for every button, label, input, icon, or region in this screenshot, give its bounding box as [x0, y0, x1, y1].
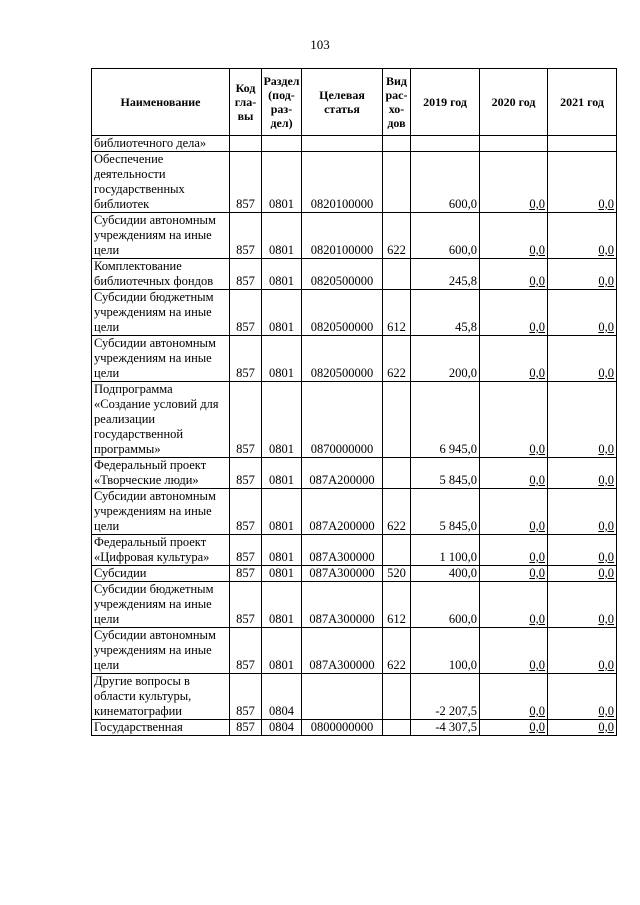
- cell-expense-type: [383, 535, 411, 566]
- cell-target-article: 0800000000: [302, 720, 383, 736]
- cell-name: Подпрограмма «Создание условий для реализации государственной программы»: [92, 382, 230, 458]
- cell-chapter-code: 857: [230, 535, 262, 566]
- cell-2021: 0,0: [548, 336, 617, 382]
- cell-section: 0801: [262, 489, 302, 535]
- cell-2019: [411, 136, 480, 152]
- cell-2021: 0,0: [548, 489, 617, 535]
- cell-chapter-code: 857: [230, 674, 262, 720]
- cell-2019: 6 945,0: [411, 382, 480, 458]
- cell-chapter-code: 857: [230, 290, 262, 336]
- cell-2021: 0,0: [548, 566, 617, 582]
- cell-target-article: 0820100000: [302, 152, 383, 213]
- cell-section: 0801: [262, 458, 302, 489]
- cell-2021: 0,0: [548, 458, 617, 489]
- cell-chapter-code: 857: [230, 213, 262, 259]
- cell-2020: 0,0: [480, 720, 548, 736]
- table-body: [92, 136, 617, 736]
- cell-expense-type: [383, 720, 411, 736]
- cell-target-article: 087A300000: [302, 535, 383, 566]
- cell-2021: 0,0: [548, 382, 617, 458]
- cell-target-article: 0820500000: [302, 259, 383, 290]
- cell-chapter-code: 857: [230, 382, 262, 458]
- cell-2019: 1 100,0: [411, 535, 480, 566]
- cell-expense-type: 622: [383, 213, 411, 259]
- cell-2019: -2 207,5: [411, 674, 480, 720]
- cell-section: 0801: [262, 213, 302, 259]
- cell-2019: 100,0: [411, 628, 480, 674]
- cell-expense-type: 520: [383, 566, 411, 582]
- cell-2020: 0,0: [480, 628, 548, 674]
- cell-target-article: 087A300000: [302, 566, 383, 582]
- cell-2020: 0,0: [480, 489, 548, 535]
- table-row: [92, 136, 617, 152]
- cell-2019: 600,0: [411, 582, 480, 628]
- cell-2019: 600,0: [411, 152, 480, 213]
- table-row: [92, 720, 617, 736]
- cell-target-article: 087A200000: [302, 458, 383, 489]
- cell-target-article: [302, 674, 383, 720]
- cell-chapter-code: 857: [230, 582, 262, 628]
- cell-name: Обеспечение деятельности государственных библиотек: [92, 152, 230, 213]
- header-target-article: Целевая статья: [302, 69, 383, 136]
- table-row: [92, 582, 617, 628]
- table-row: [92, 458, 617, 489]
- cell-chapter-code: [230, 136, 262, 152]
- header-name: Наименование: [92, 69, 230, 136]
- cell-2019: 200,0: [411, 336, 480, 382]
- cell-2021: 0,0: [548, 535, 617, 566]
- cell-chapter-code: 857: [230, 720, 262, 736]
- header-2019: 2019 год: [411, 69, 480, 136]
- cell-chapter-code: 857: [230, 489, 262, 535]
- cell-name: Федеральный проект «Творческие люди»: [92, 458, 230, 489]
- cell-2021: 0,0: [548, 582, 617, 628]
- cell-section: [262, 136, 302, 152]
- cell-expense-type: 622: [383, 489, 411, 535]
- cell-section: 0801: [262, 152, 302, 213]
- table-row: [92, 382, 617, 458]
- cell-expense-type: [383, 259, 411, 290]
- cell-name: Другие вопросы в области культуры, кинематографии: [92, 674, 230, 720]
- cell-name: Субсидии бюджетным учреждениям на иные цели: [92, 290, 230, 336]
- table-row: [92, 152, 617, 213]
- cell-2021: 0,0: [548, 290, 617, 336]
- cell-2020: 0,0: [480, 290, 548, 336]
- cell-2019: 245,8: [411, 259, 480, 290]
- cell-chapter-code: 857: [230, 458, 262, 489]
- cell-target-article: 0820100000: [302, 213, 383, 259]
- cell-2020: 0,0: [480, 152, 548, 213]
- cell-2021: 0,0: [548, 213, 617, 259]
- cell-2021: [548, 136, 617, 152]
- cell-section: 0801: [262, 336, 302, 382]
- cell-2021: 0,0: [548, 259, 617, 290]
- cell-chapter-code: 857: [230, 259, 262, 290]
- table-row: [92, 489, 617, 535]
- cell-name: Субсидии: [92, 566, 230, 582]
- cell-section: 0801: [262, 290, 302, 336]
- cell-expense-type: [383, 382, 411, 458]
- page-number: 103: [310, 37, 330, 52]
- cell-2020: 0,0: [480, 213, 548, 259]
- cell-section: 0801: [262, 535, 302, 566]
- cell-2020: 0,0: [480, 535, 548, 566]
- cell-name: Комплектование библиотечных фондов: [92, 259, 230, 290]
- cell-expense-type: [383, 674, 411, 720]
- cell-target-article: 087A200000: [302, 489, 383, 535]
- table-header-row: [92, 69, 617, 136]
- cell-name: библиотечного дела»: [92, 136, 230, 152]
- cell-2020: 0,0: [480, 566, 548, 582]
- cell-chapter-code: 857: [230, 566, 262, 582]
- header-section: Раздел (под- раз- дел): [262, 69, 302, 136]
- cell-expense-type: 622: [383, 336, 411, 382]
- cell-2019: 5 845,0: [411, 458, 480, 489]
- cell-2020: 0,0: [480, 259, 548, 290]
- cell-target-article: [302, 136, 383, 152]
- cell-2019: -4 307,5: [411, 720, 480, 736]
- cell-name: Субсидии автономным учреждениям на иные цели: [92, 213, 230, 259]
- cell-chapter-code: 857: [230, 628, 262, 674]
- cell-2021: 0,0: [548, 720, 617, 736]
- table-row: [92, 535, 617, 566]
- cell-name: Федеральный проект «Цифровая культура»: [92, 535, 230, 566]
- header-2021: 2021 год: [548, 69, 617, 136]
- cell-target-article: 087A300000: [302, 628, 383, 674]
- cell-target-article: 0820500000: [302, 290, 383, 336]
- cell-name: Субсидии бюджетным учреждениям на иные цели: [92, 582, 230, 628]
- cell-name: Субсидии автономным учреждениям на иные цели: [92, 336, 230, 382]
- cell-2021: 0,0: [548, 628, 617, 674]
- table-row: [92, 628, 617, 674]
- cell-2020: 0,0: [480, 582, 548, 628]
- cell-section: 0801: [262, 582, 302, 628]
- cell-name: Государственная: [92, 720, 230, 736]
- table-row: [92, 336, 617, 382]
- cell-expense-type: 612: [383, 582, 411, 628]
- cell-name: Субсидии автономным учреждениям на иные цели: [92, 628, 230, 674]
- table-row: [92, 259, 617, 290]
- cell-2021: 0,0: [548, 674, 617, 720]
- table-row: [92, 213, 617, 259]
- cell-expense-type: [383, 458, 411, 489]
- cell-2020: 0,0: [480, 336, 548, 382]
- cell-chapter-code: 857: [230, 152, 262, 213]
- table-row: [92, 290, 617, 336]
- cell-section: 0801: [262, 566, 302, 582]
- cell-2020: [480, 136, 548, 152]
- cell-target-article: 0870000000: [302, 382, 383, 458]
- header-expense-type: Вид рас- хо- дов: [383, 69, 411, 136]
- cell-section: 0804: [262, 674, 302, 720]
- cell-2019: 45,8: [411, 290, 480, 336]
- cell-2020: 0,0: [480, 458, 548, 489]
- cell-2020: 0,0: [480, 382, 548, 458]
- cell-2021: 0,0: [548, 152, 617, 213]
- header-chapter-code: Код гла- вы: [230, 69, 262, 136]
- cell-section: 0804: [262, 720, 302, 736]
- cell-2019: 400,0: [411, 566, 480, 582]
- cell-target-article: 0820500000: [302, 336, 383, 382]
- header-2020: 2020 год: [480, 69, 548, 136]
- cell-expense-type: [383, 152, 411, 213]
- cell-expense-type: [383, 136, 411, 152]
- budget-table: [91, 68, 617, 736]
- cell-section: 0801: [262, 259, 302, 290]
- cell-expense-type: 612: [383, 290, 411, 336]
- cell-target-article: 087A300000: [302, 582, 383, 628]
- cell-2019: 600,0: [411, 213, 480, 259]
- cell-section: 0801: [262, 628, 302, 674]
- cell-expense-type: 622: [383, 628, 411, 674]
- cell-section: 0801: [262, 382, 302, 458]
- table-row: [92, 674, 617, 720]
- cell-name: Субсидии автономным учреждениям на иные цели: [92, 489, 230, 535]
- cell-2020: 0,0: [480, 674, 548, 720]
- table-row: [92, 566, 617, 582]
- cell-chapter-code: 857: [230, 336, 262, 382]
- cell-2019: 5 845,0: [411, 489, 480, 535]
